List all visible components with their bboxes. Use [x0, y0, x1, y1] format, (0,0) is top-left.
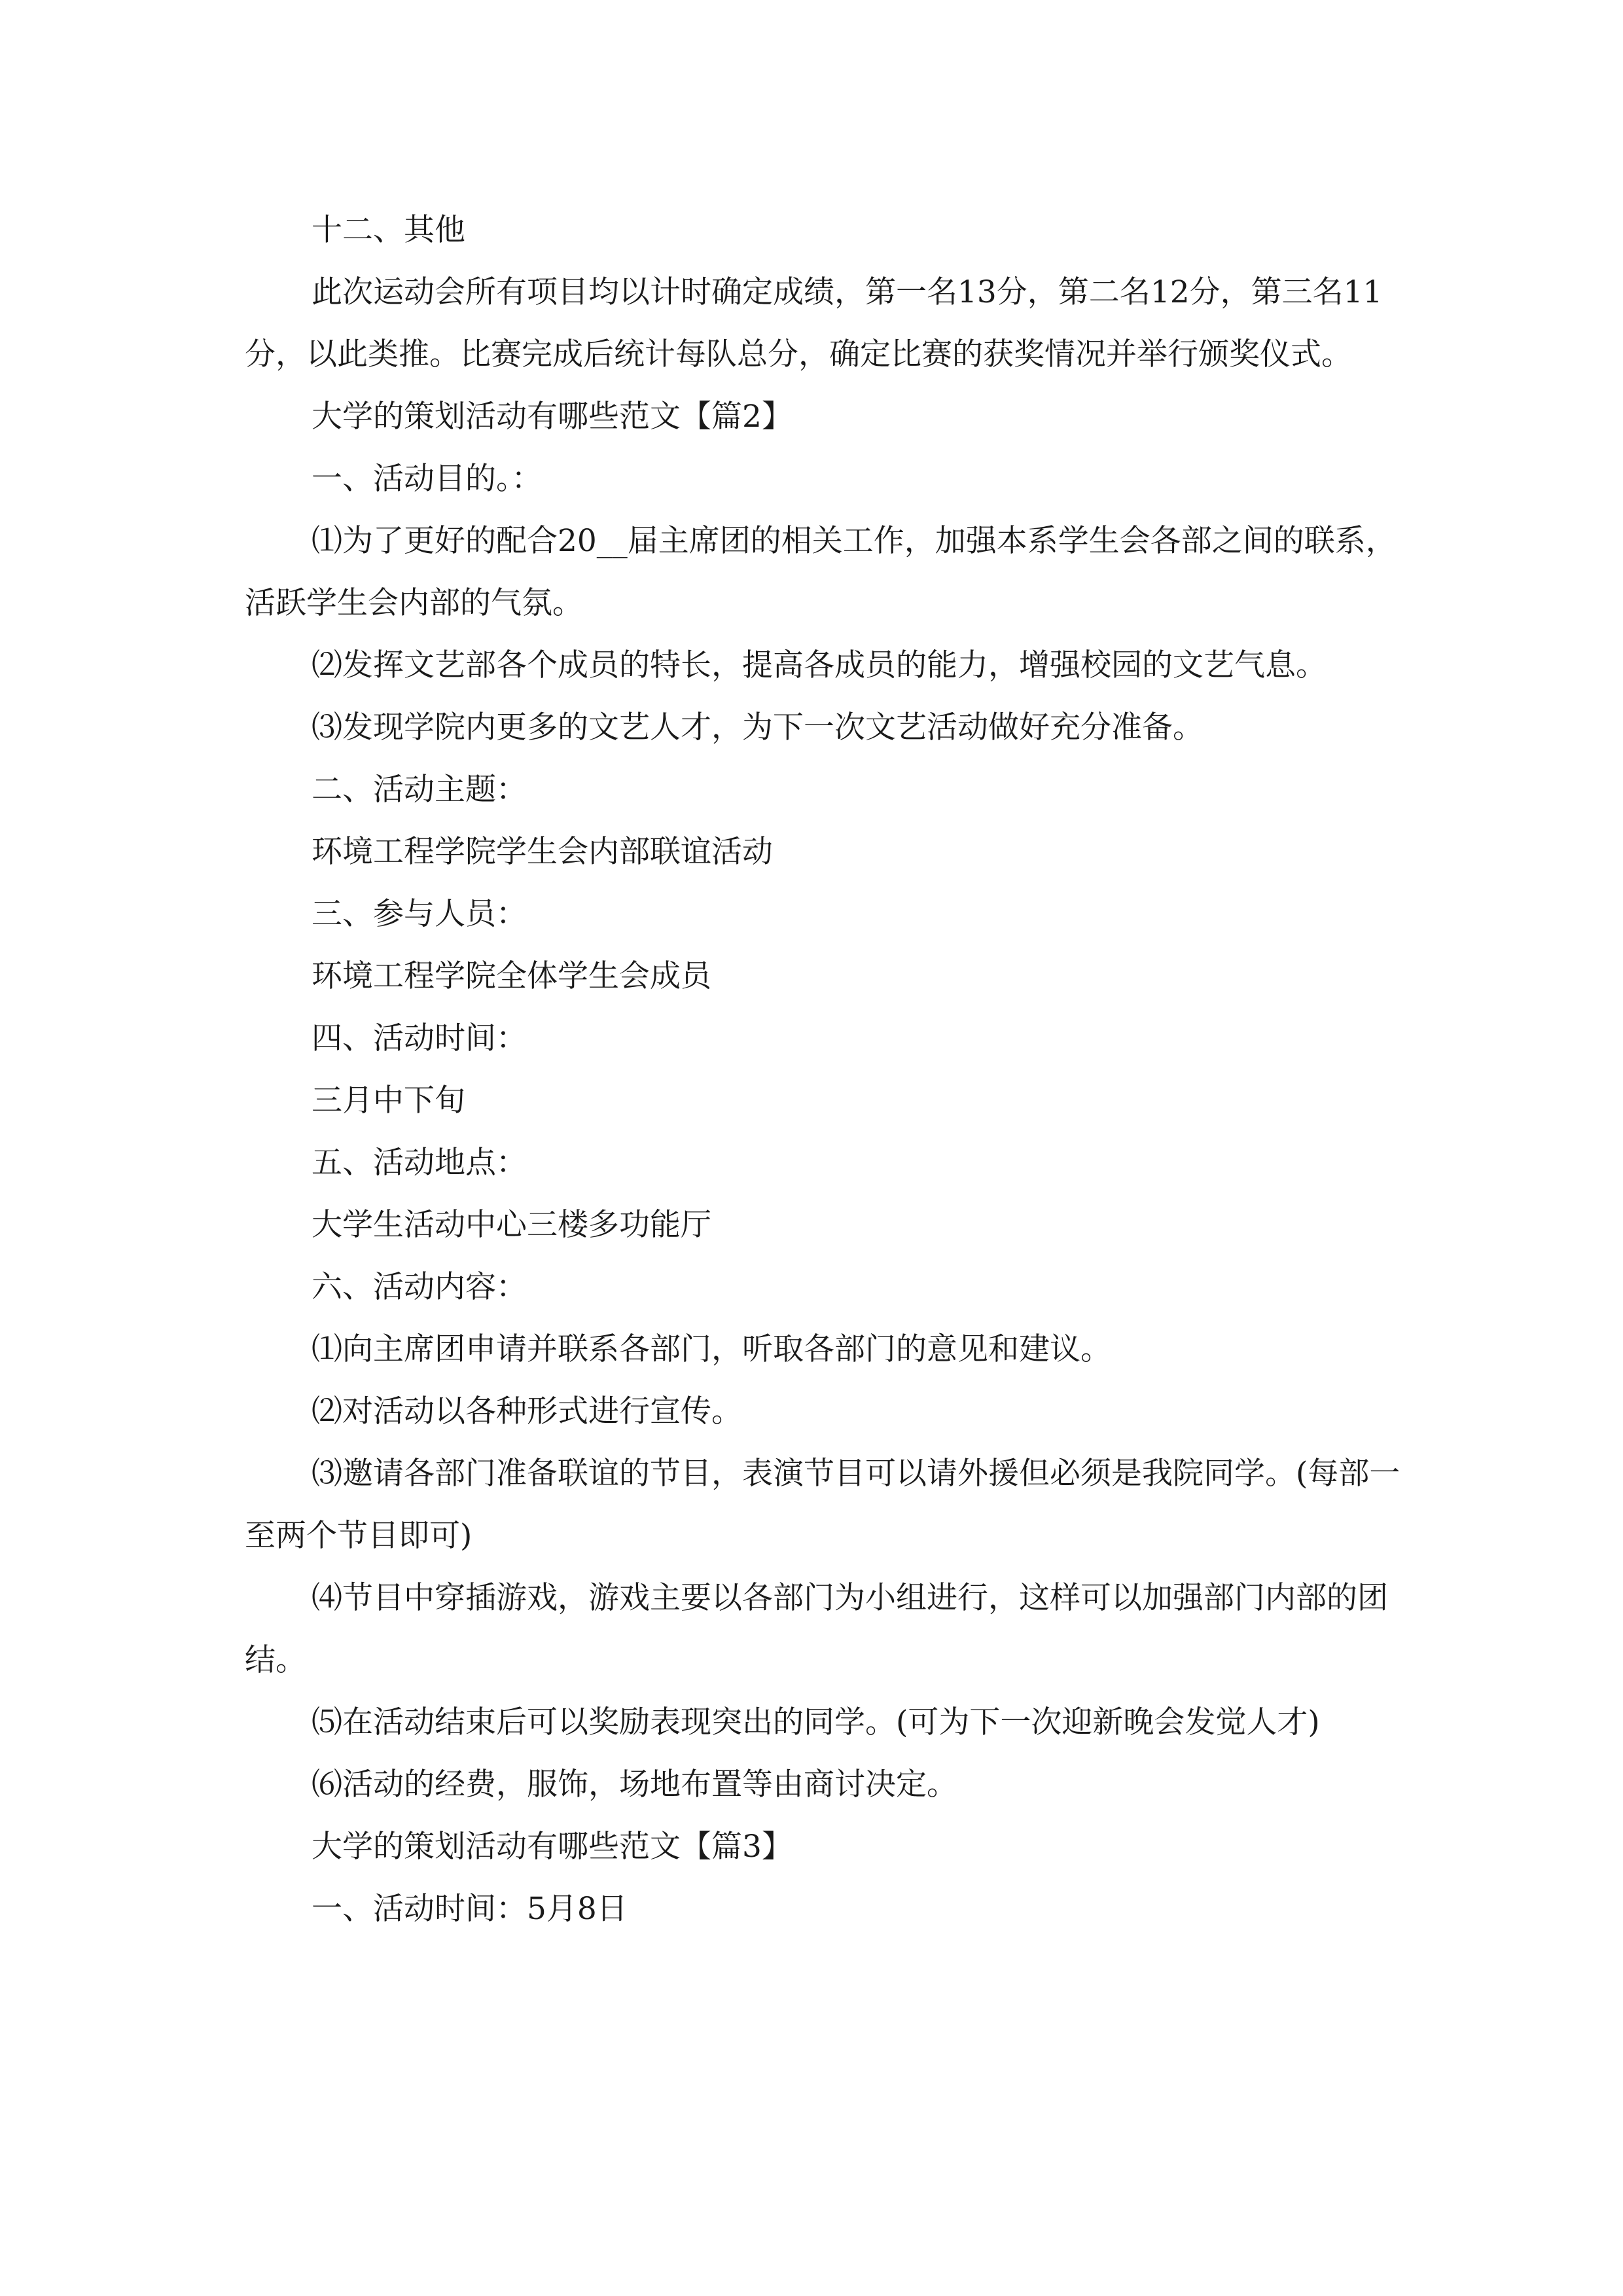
- heading-part-2: 大学的策划活动有哪些范文【篇2】: [312, 399, 793, 435]
- document-body: [245, 199, 1403, 1940]
- paragraph-activity-location: 大学生活动中心三楼多功能厅: [312, 1207, 711, 1243]
- heading-activity-time: 四、活动时间：: [312, 1020, 527, 1056]
- paragraph-scoring-rules: 此次运动会所有项目均以计时确定成绩，第一名13分，第二名12分，第三名11分，以此类推。比赛完成后统计每队总分，确定比赛的获奖情况并举行颁奖仪式。: [245, 274, 1383, 372]
- list-item-content-1: ⑴向主席团申请并联系各部门，听取各部门的意见和建议。: [312, 1331, 1111, 1367]
- list-item-content-4: ⑷节目中穿插游戏，游戏主要以各部门为小组进行，这样可以加强部门内部的团结。: [245, 1580, 1388, 1678]
- list-item-content-2: ⑵对活动以各种形式进行宣传。: [312, 1393, 742, 1429]
- list-item-content-5: ⑸在活动结束后可以奖励表现突出的同学。(可为下一次迎新晚会发觉人才): [312, 1704, 1320, 1740]
- paragraph-activity-theme: 环境工程学院学生会内部联谊活动: [312, 834, 773, 870]
- heading-part-3: 大学的策划活动有哪些范文【篇3】: [312, 1829, 793, 1865]
- heading-participants: 三、参与人员：: [312, 896, 527, 932]
- list-item-purpose-1: ⑴为了更好的配合20__届主席团的相关工作，加强本系学生会各部之间的联系，活跃学生会内部的气氛。: [245, 523, 1397, 621]
- heading-activity-content: 六、活动内容：: [312, 1269, 527, 1305]
- heading-section-12: 十二、其他: [312, 212, 465, 248]
- heading-activity-theme: 二、活动主题：: [312, 772, 527, 808]
- paragraph-activity-time: 三月中下旬: [312, 1083, 465, 1119]
- paragraph-participants: 环境工程学院全体学生会成员: [312, 958, 711, 994]
- heading-part-3-activity-time: 一、活动时间：5月8日: [312, 1891, 628, 1927]
- list-item-purpose-3: ⑶发现学院内更多的文艺人才，为下一次文艺活动做好充分准备。: [312, 709, 1204, 745]
- list-item-content-6: ⑹活动的经费，服饰，场地布置等由商讨决定。: [312, 1767, 957, 1803]
- list-item-content-3: ⑶邀请各部门准备联谊的节目，表演节目可以请外援但必须是我院同学。(每部一至两个节目即可): [245, 1456, 1400, 1554]
- heading-activity-location: 五、活动地点：: [312, 1145, 527, 1181]
- list-item-purpose-2: ⑵发挥文艺部各个成员的特长，提高各成员的能力，增强校园的文艺气息。: [312, 647, 1327, 683]
- heading-activity-purpose: 一、活动目的。：: [312, 461, 543, 497]
